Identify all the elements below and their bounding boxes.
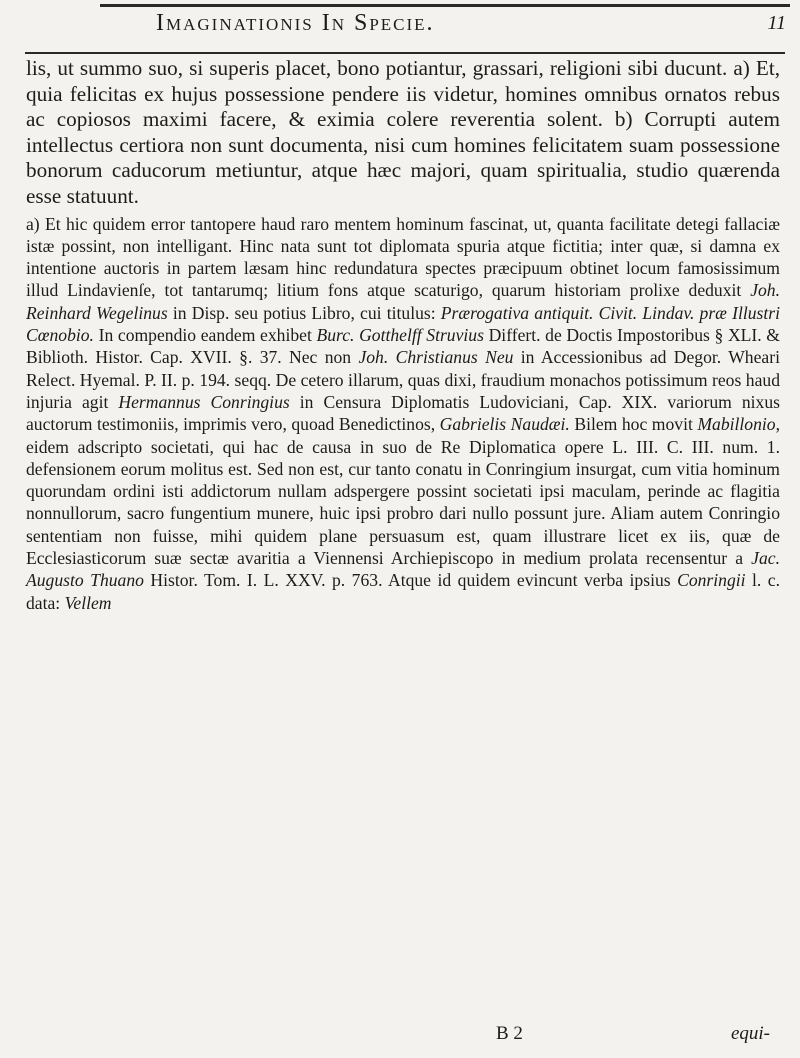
text-body [26,56,780,614]
footnote-citation: Joh. Christianus Neu [358,347,514,368]
footnote-segment: In compendio eandem exhibet [93,325,317,346]
footnote-citation: Mabillonio [697,414,776,435]
page-footer [26,1023,780,1049]
page-number: 11 [767,12,786,34]
footnote-segment: in Censura Diplomatis Ludoviciani, Cap. XIX. variorum nixus auctorum testimoniis, imprimis vero, quoad Benedictinos, [26,391,780,435]
footnote-citation: Burc. Gotthelff Struvius [316,325,484,346]
running-title: Imaginationis In Specie. [156,10,435,36]
footnote-segment: , eidem adscripto societati, qui hac de causa in suo de Re Diplomatica opere L. III. C. III. num. 1. defensionem eorum molitus est. Sed non est, cur tanto conatu in Conringium insurgat, cum vitia hominum quorundam ordini isti addictorum nullam adspergere possint societati ipsi maculam, perinde ac flagitia nonnullorum, sacro fungentium munere, huic ipsi probro dari nullo possunt jure. Aliam autem Conringio sententiam non fuisse, mihi quidem plane persuasum est, quam illustrare licet ex iis, quæ de Ecclesiasticorum suæ sectæ avaritia a Viennensi Archiepiscopo in medium prolata recensentur a [26,414,780,569]
footnote-citation: Vellem [64,592,112,613]
footnote-segment: Bilem hoc movit [569,414,698,435]
footnote-citation: Gabrielis Naudæi. [439,414,570,435]
footnote-text [26,214,780,613]
footnote-citation: Conringii [677,570,746,591]
running-header [140,10,800,46]
footnote-segment: l. c. data: [26,570,781,613]
footnote-segment: Et hic quidem error tantopere haud raro mentem hominum fascinat, ut, quanta facilitate detegi fallaciæ istæ possint, non intelligant. Hinc nata sunt tot diplomata spuria atque fictitia; inter quæ, si damna ex intentione auctoris in partem læsam hinc redundatura spectes præcipuum obtinet locum famosissimum illud Lindavienſe, tot tantarumq; litium fons atque scaturigo, quarum historiam prolixe deduxit [26,213,780,301]
catchword: equi- [730,1023,770,1044]
footnote-segment: Histor. Tom. I. L. XXV. p. 763. Atque id quidem evincunt verba ipsius [143,570,678,591]
signature-mark: B 2 [496,1023,523,1044]
footnote-citation: Jac. Augusto Thuano [26,548,780,591]
footnote-citation: Prærogativa antiquit. Civit. Lindav. præ Illustri Cœnobio. [26,302,780,346]
footnote-segment: in Disp. seu potius Libro, cui titulus: [167,302,441,323]
footnote-segment: Differt. de Doctis Impostoribus § XLI. & Biblioth. Histor. Cap. XVII. §. 37. Nec non [26,325,780,368]
top-rule [100,4,790,7]
main-paragraph-text: lis, ut summo suo, si superis placet, bono potiantur, grassari, religioni sibi ducunt. a) Et, quia felicitas ex hujus possessione pendere iis videtur, homines omnibus ornatos rebus ac copiosos maximi facere, & eximia colere reverentia solent. b) Corrupti autem intellectus certiora non sunt documenta, nisi cum homines felicitatem suam possessione bonorum caducorum metiuntur, atque hæc majori, quam spiritualia, studio quærenda esse statuunt. [26,56,780,208]
footnote-a [26,213,780,614]
footnote-citation: Joh. Reinhard Wegelinus [26,280,780,323]
footnote-citation: Hermannus Conringius [118,391,290,412]
footnote-marker: a) [26,213,40,234]
main-paragraph [26,56,780,210]
header-rule [25,52,785,54]
footnote-segment: in Accessionibus ad Degor. Wheari Relect. Hyemal. P. II. p. 194. seqq. De cetero illarum, quas dixi, fraudium monachos potissimum reos haud injuria agit [26,347,780,412]
